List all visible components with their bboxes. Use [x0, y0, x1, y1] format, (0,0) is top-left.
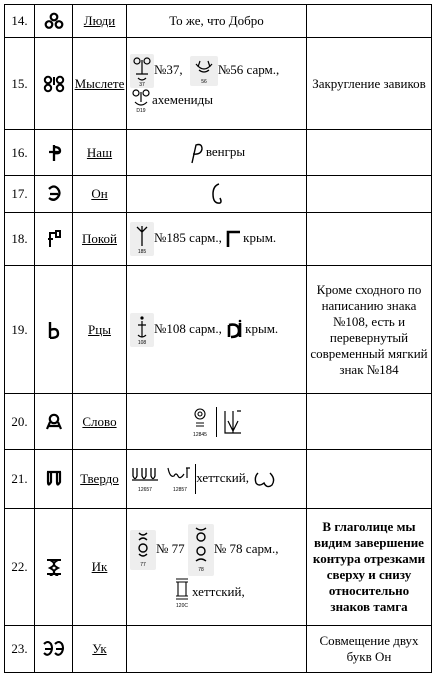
- letter-name: Наш: [73, 130, 127, 176]
- comparison-cell: [127, 394, 307, 450]
- slovo-letter-icon: [45, 413, 63, 431]
- comparison-text: № 78 сарм.,: [213, 540, 279, 556]
- svg-text:120C: 120C: [176, 603, 188, 609]
- row-number: 19.: [5, 266, 35, 394]
- svg-text:12657: 12657: [138, 487, 152, 493]
- lyudi-letter-icon: [44, 12, 64, 30]
- letter-name: Он: [73, 176, 127, 213]
- comparison-cell: [127, 130, 307, 176]
- letter-name: Ик: [73, 509, 127, 626]
- table-row: [5, 38, 432, 130]
- comparison-cell: [127, 509, 307, 626]
- svg-text:D19: D19: [136, 107, 146, 114]
- comparison-cell: [127, 626, 307, 673]
- letter-name: Люди: [73, 5, 127, 38]
- table-row: [5, 509, 432, 626]
- row-number: 20.: [5, 394, 35, 450]
- comparison-text: №56 сарм.,: [217, 61, 280, 77]
- svg-text:56: 56: [201, 78, 207, 85]
- glagolitic-tamga-table: [4, 4, 432, 673]
- svg-text:12845: 12845: [192, 431, 207, 438]
- letter-name: Покой: [73, 213, 127, 266]
- on-comparison-sign-icon: [210, 181, 224, 207]
- table-row: [5, 626, 432, 673]
- letter-name: Твердо: [73, 450, 127, 509]
- row-number: 16.: [5, 130, 35, 176]
- hittite-sign-12845-icon: [189, 405, 211, 439]
- note-cell: [307, 5, 432, 38]
- glagolitic-letter: [35, 38, 73, 130]
- comparison-cell: [127, 38, 307, 130]
- uk-letter-icon: [42, 640, 66, 658]
- comparison-text: №108 сарм.,: [154, 320, 222, 336]
- comparison-cell: [127, 176, 307, 213]
- table-row: [5, 5, 432, 38]
- comparison-text: хеттский,: [196, 469, 249, 485]
- note-cell: Кроме сходного по написанию знака №108, есть и перевернутый современный мягкий знак №184: [307, 266, 432, 394]
- glagolitic-letter: [35, 626, 73, 673]
- tverdo-omega-sign-icon: [252, 469, 280, 489]
- hungarian-sign-icon: [188, 141, 206, 165]
- comparison-text: ахемениды: [152, 91, 213, 107]
- note-cell: [307, 450, 432, 509]
- tamga-37-icon: [130, 54, 154, 88]
- crimean-gamma-sign-icon: [225, 229, 243, 249]
- note-cell: Закругление завиков: [307, 38, 432, 130]
- tamga-108-icon: [130, 313, 154, 347]
- comparison-text: №185 сарм.,: [154, 229, 222, 245]
- comparison-text: То же, что Добро: [169, 13, 264, 28]
- pokoy-letter-icon: [46, 230, 62, 248]
- letter-name: Слово: [73, 394, 127, 450]
- comparison-cell: [127, 5, 307, 38]
- letter-name: Ук: [73, 626, 127, 673]
- row-number: 18.: [5, 213, 35, 266]
- comparison-text: крым.: [245, 320, 279, 336]
- row-number: 23.: [5, 626, 35, 673]
- rtsy-letter-icon: [47, 321, 61, 339]
- ik-letter-icon: [44, 558, 64, 576]
- glagolitic-letter: [35, 394, 73, 450]
- svg-text:77: 77: [140, 562, 146, 568]
- row-number: 14.: [5, 5, 35, 38]
- nash-letter-icon: [46, 144, 62, 162]
- note-cell: Совмещение двух букв Он: [307, 626, 432, 673]
- comparison-text: крым.: [243, 229, 277, 245]
- svg-text:12857: 12857: [173, 487, 188, 493]
- table-row: [5, 176, 432, 213]
- note-cell: [307, 394, 432, 450]
- table-row: [5, 266, 432, 394]
- letter-name: Мыслете: [73, 38, 127, 130]
- glagolitic-letter: [35, 5, 73, 38]
- letter-name: Рцы: [73, 266, 127, 394]
- comparison-text: хеттский,: [192, 583, 245, 599]
- slovo-comparison-sign-icon: [222, 407, 244, 437]
- tamga-56-icon: [190, 56, 218, 86]
- myslete-letter-icon: [43, 75, 65, 93]
- svg-text:78: 78: [198, 567, 204, 573]
- comparison-cell: [127, 213, 307, 266]
- tverdo-letter-icon: [45, 470, 63, 488]
- table-row: [5, 130, 432, 176]
- comparison-cell: [127, 450, 307, 509]
- note-cell: [307, 213, 432, 266]
- comparison-text: венгры: [205, 143, 246, 159]
- glagolitic-letter: [35, 450, 73, 509]
- row-number: 17.: [5, 176, 35, 213]
- note-cell: В глаголице мы видим завершение контура отрезками сверху и снизу относительно знаков тамга: [307, 509, 432, 626]
- row-number: 15.: [5, 38, 35, 130]
- svg-text:108: 108: [137, 339, 147, 346]
- on-letter-icon: [46, 185, 62, 203]
- note-cell: [307, 176, 432, 213]
- hittite-sign-12657-icon: [130, 464, 162, 494]
- note-cell: [307, 130, 432, 176]
- row-number: 22.: [5, 509, 35, 626]
- comparison-text: № 77: [156, 540, 185, 556]
- svg-text:37: 37: [139, 81, 145, 88]
- table-row: [5, 213, 432, 266]
- tamga-d19-icon: [130, 88, 152, 114]
- tamga-77-icon: [130, 530, 156, 570]
- comparison-text: №37,: [154, 61, 183, 77]
- glagolitic-letter: [35, 130, 73, 176]
- glagolitic-letter: [35, 176, 73, 213]
- glagolitic-letter: [35, 509, 73, 626]
- comparison-cell: [127, 266, 307, 394]
- tamga-185-icon: [130, 222, 154, 256]
- table-row: [5, 450, 432, 509]
- hittite-sign-120c-icon: [172, 576, 192, 610]
- svg-text:185: 185: [137, 249, 147, 255]
- hittite-sign-12857-icon: [165, 464, 195, 494]
- table-row: [5, 394, 432, 450]
- glagolitic-letter: [35, 213, 73, 266]
- tamga-78-icon: [188, 524, 214, 576]
- crimean-sign-icon: [225, 319, 245, 341]
- glagolitic-letter: [35, 266, 73, 394]
- row-number: 21.: [5, 450, 35, 509]
